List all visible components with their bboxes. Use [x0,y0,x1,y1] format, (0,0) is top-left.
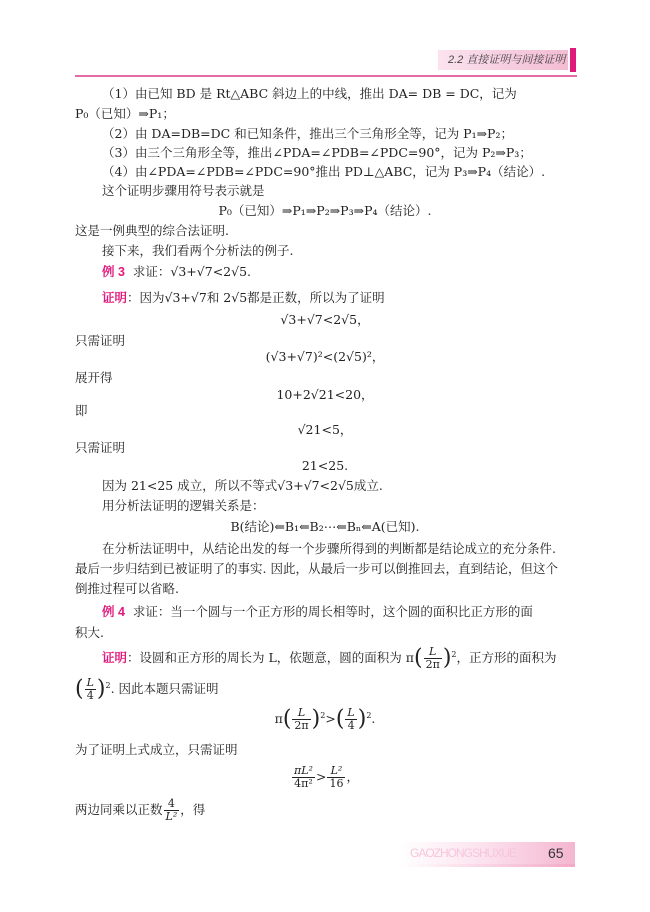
symbol: π [274,711,283,727]
denominator: L² [165,810,178,823]
section-header: 2.2 直接证明与间接证明 [438,50,568,70]
exponent: 2 [366,711,372,720]
text-line: 倒推过程可以省略. [75,581,179,596]
symbol: > [325,711,336,727]
fraction [345,707,356,732]
denominator: 4 [86,689,94,703]
fraction [292,765,315,790]
text-line: 用分析法证明的逻辑关系是： [102,498,265,513]
text-line: （3）由三个三角形全等，推出∠PDA=∠PDB=∠PDC=90°，记为 P₂⇒P₃； [102,145,532,160]
exponent: 2 [451,650,457,659]
text-line: 这个证明步骤用符号表示就是 [102,183,265,198]
symbol: ， [346,769,359,784]
numerator: L [424,646,442,659]
header-rule [75,75,577,77]
fraction [292,707,310,732]
numerator: L [347,706,355,720]
proof-label: 证明 [102,651,128,666]
text-line: 接下来，我们看两个分析法的例子. [102,243,294,258]
footer-brand: GAOZHONGSHUXUE [410,846,517,860]
formula: 21<25. [301,458,349,473]
proof-text: . 因此本题只需证明 [110,681,219,697]
text-line: 最后一步归结到已被证明了的事实. 因此，从最后一步可以倒推回去，直到结论，但这个 [75,561,558,576]
fraction [424,646,442,671]
example-text: 求证：√3+√7<2√5. [132,264,252,279]
text-line: 在分析法证明中，从结论出发的每一个步骤所得到的判断都是结论成立的充分条件. [102,541,556,556]
denominator: 4π² [294,777,313,790]
numerator: L² [327,765,345,778]
denominator: 4 [347,719,355,733]
example-label: 例 4 [102,605,125,619]
text-line: 展开得 [75,370,113,385]
formula: P₀（已知）⇒P₁⇒P₂⇒P₃⇒P₄（结论）. [218,203,432,218]
proof-line [102,289,385,307]
page-number: 65 [548,845,564,861]
text-line: （4）由∠PDA=∠PDB=∠PDC=90°推出 PD⊥△ABC，记为 P₃⇒P₄（结论）. [102,164,546,179]
text-line: （1）由已知 BD 是 Rt△ABC 斜边上的中线，推出 DA= DB = DC，记为 [102,86,517,101]
proof-label: 证明 [102,291,128,305]
proof-line: ( $\frac{L}{4}$ )$^2$. 因此本题只需证明 [75,676,219,703]
formula [0,765,650,790]
fraction [85,677,96,702]
formula: (√3+√7)²<(2√5)²， [265,349,385,364]
numerator: L [86,676,94,690]
symbol: > [315,769,327,784]
proof-text: ，得 [180,802,206,817]
proof-line [75,798,205,823]
text-line: P₀（已知）⇒P₁； [75,106,175,121]
numerator: πL² [294,764,313,777]
proof-line: 证明：设圆和正方形的周长为 L，依题意，圆的面积为 π( $\frac{L}{2\pi}$ )$^2$，正方形的面积为 [102,645,557,672]
example-label: 例 3 [102,265,125,279]
denominator: 16 [329,777,344,790]
header-mark [570,48,576,72]
symbol: . [371,711,376,727]
text-line: 积大. [75,625,104,640]
denominator: 2π [294,719,309,733]
example-text: 求证：当一个圆与一个正方形的周长相等时，这个圆的面积比正方形的面 [132,604,533,619]
numerator: 4 [164,798,180,811]
numerator: L [292,707,310,720]
text-line: （2）由 DA=DB=DC 和已知条件，推出三个三角形全等，记为 P₁⇒P₂； [102,126,513,141]
proof-text: ：因为√3+√7和 2√5都是正数，所以为了证明 [127,290,385,305]
fraction [327,765,345,790]
formula: √21<5， [297,422,353,437]
proof-text: ：设圆和正方形的周长为 L，依题意，圆的面积为 π [127,650,414,666]
exponent: 2 [320,711,326,720]
formula: B(结论)⇐B₁⇐B₂⋯⇐Bₙ⇐A(已知). [230,519,420,534]
example-4 [102,603,533,621]
footer-rule [400,864,575,867]
text-line: 只需证明 [75,440,126,455]
text-line: 这是一例典型的综合法证明. [75,223,229,238]
fraction [164,798,180,823]
denominator: 2π [425,658,440,672]
formula: √3+√7<2√5， [280,312,370,327]
text-line: 为了证明上式成立，只需证明 [75,742,238,757]
text-line: 即 [75,403,88,418]
formula: 10+2√21<20， [276,387,374,402]
formula: π( $\frac{L}{2\pi}$ )$^2$>( $\frac{L}{4}$ )$^2$. [274,706,376,733]
example-3 [102,263,251,281]
proof-text: 两边同乘以正数 [75,802,163,817]
text-line: 只需证明 [75,333,126,348]
text-line: 因为 21<25 成立，所以不等式√3+√7<2√5成立. [102,478,383,493]
proof-text: ，正方形的面积为 [456,650,557,666]
exponent: 2 [105,681,111,690]
